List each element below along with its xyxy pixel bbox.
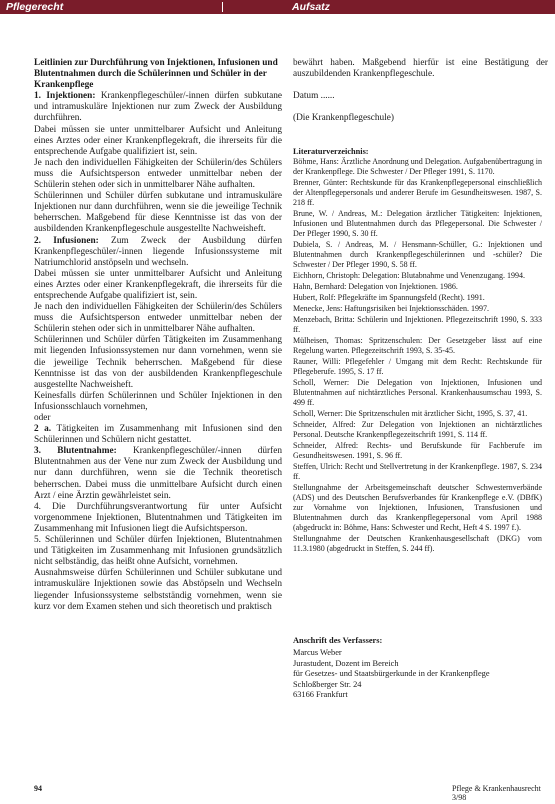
- reference-item: Stellungnahme der Deutschen Krankenhausgesellschaft (DKG) vom 11.3.1980 (abgedruckt in Steffen, S. 244 ff).: [293, 534, 542, 554]
- reference-item: Menecke, Jens: Haftungsrisiken bei Injektionsschäden. 1997.: [293, 304, 489, 314]
- references-heading: Literaturverzeichnis:: [293, 147, 369, 157]
- address-heading: Anschrift des Verfassers:: [293, 636, 383, 645]
- reference-item: Rauner, Willi: Pflegefehler / Umgang mit dem Recht: Rechtskunde für Pflegeberufe. 1995, S. 17 ff.: [293, 357, 542, 377]
- reference-item: Steffen, Ulrich: Recht und Stellvertretung in der Krankenpflege. 1987, S. 234 ff.: [293, 462, 542, 482]
- date-line: Datum ......: [293, 91, 335, 102]
- infusions-text: Zum Zweck der Ausbildung dürfen Krankenpflegeschüler/-innen liegende Infusionssysteme mit Natriumchlorid anstöpseln und wechseln.: [34, 235, 283, 268]
- right-column: [293, 58, 548, 555]
- paragraph-abilities-2: Je nach den individuellen Fähigkeiten der Schülerin/des Schülers muss die Aufsichtsperson entweder unmittelbar neben der Schülerin stehen oder sich in unmittelbarer Nähe aufhalten.: [34, 302, 282, 335]
- address-line: 63166 Frankfurt: [293, 690, 348, 700]
- left-column: [34, 58, 282, 613]
- reference-item: Brenner, Günter: Rechtskunde für das Krankenpflegepersonal einschließlich der Altenpflegepersonals und anderer Berufe im Gesundheitswesen. 1987, S. 218 ff.: [293, 178, 542, 208]
- reference-item: Schneider, Alfred: Rechts- und Berufskunde für Fachberufe im Gesundheitswesen. 1991, S. 96 ff.: [293, 441, 542, 461]
- reference-item: Stellungnahme der Arbeitsgemeinschaft deutscher Schwesternverbände (ADS) und des Deutschen Berufsverbandes für Krankenpflege e.V. (DBfK) zur Vornahme von Injektionen, Infusionen, Transfusionen und Blutentnahmen durch das Krankenpflegepersonal vom April 1988 (abgedruckt in: Böhme, Hans: Schwester und Recht, Heft 4 S. 1997 f.).: [293, 483, 542, 533]
- paragraph-2a: [34, 424, 282, 446]
- paragraph-no-independent: 5. Schülerinnen und Schüler dürfen Injektionen, Blutentnahmen und Tätigkeiten im Zusammenhang mit Infusionen grundsätzlich nicht selbständig, das heißt ohne Aufsicht, vornehmen.: [34, 535, 282, 568]
- infusions-lead: 2. Infusionen:: [34, 235, 99, 246]
- reference-item: Hahn, Bernhard: Delegation von Injektionen. 1986.: [293, 282, 458, 292]
- reference-item: Schneider, Alfred: Zur Delegation von Injektionen an nichtärztliches Personal. Deutsche Krankenpflegezeitschrift 1991, S. 114 ff.: [293, 420, 542, 440]
- page-header: [0, 0, 555, 14]
- reference-item: Böhme, Hans: Ärztliche Anordnung und Delegation. Aufgabenübertragung in der Krankenpflege. Die Schwester / Der Pfleger 1991, S. 1170.: [293, 157, 542, 177]
- address-line: Schloßberger Str. 24: [293, 679, 362, 689]
- paragraph-oder: oder: [34, 413, 51, 423]
- guidelines-title: Leitlinien zur Durchführung von Injektionen, Infusionen und Blutentnahmen durch die Schülerinnen und Schüler in der Krankenpflege: [34, 58, 278, 91]
- paragraph-supervision-2: Dabei müssen sie unter unmittelbarer Aufsicht und Anleitung eines Arztes oder einer Krankenpflegekraft, die ihrerseits für die entsprechende Aufgabe qualifiziert ist, sein.: [34, 268, 282, 301]
- address-line: Marcus Weber: [293, 648, 342, 658]
- author-address: [293, 636, 548, 700]
- point-2a-text: Tätigkeiten im Zusammenhang mit Infusionen sind den Schülerinnen und Schülern nicht gestattet.: [34, 424, 282, 446]
- point-2a-lead: 2 a.: [34, 424, 52, 435]
- paragraph-continuation: bewährt haben. Maßgebend hierfür ist eine Bestätigung der auszubildenden Krankenpflegeschule.: [293, 58, 548, 80]
- reference-item: Dubiela, S. / Andreas, M. / Hensmann-Schüller, G.: Injektionen und Blutentnahmen durch Krankenpflegeschülerinnen und -schüler? Die Schwester / Der Pfleger 1990, S. 58 ff.: [293, 240, 542, 270]
- injections-text: Krankenpflegeschüler/-innen dürfen subkutane und intramuskuläre Injektionen nur zum Zweck der Ausbildung durchführen.: [34, 91, 282, 124]
- references-list: [293, 157, 542, 554]
- reference-item: Scholl, Werner: Die Delegation von Injektionen, Infusionen und Blutentnahmen auf nichtärztliches Personal. Krankenhausumschau 1993, S. 499 ff.: [293, 378, 542, 408]
- paragraph-exception: Ausnahmsweise dürfen Schülerinnen und Schüler subkutane und intramuskuläre Injektionen sowie das Abstöpseln und Wechseln liegender Infusionssysteme selbstständig vornehmen, wenn sie kurz vor dem Examen stehen und sich theoretisch und praktisch: [34, 568, 282, 612]
- journal-citation: Pflege & Krankenhausrecht 3/98: [452, 784, 541, 802]
- paragraph-injections: [34, 91, 282, 124]
- injections-lead: 1. Injektionen:: [34, 91, 96, 102]
- paragraph-supervision-1: Dabei müssen sie unter unmittelbarer Aufsicht und Anleitung eines Arztes oder einer Krankenpflegekraft, die ihrerseits für die entsprechende Aufgabe qualifiziert ist, sein.: [34, 124, 282, 157]
- address-line: Jurastudent, Dozent im Bereich: [293, 658, 399, 668]
- paragraph-technique-2: Schülerinnen und Schüler dürfen Tätigkeiten im Zusammenhang mit liegenden Infusionssystemen nur dann vornehmen, wenn sie die jeweilige Technik beherrschen. Maßgebend für diese Kenntnisse ist das von der ausbildenden Krankenpflegeschule ausgestellte Nachweisheft.: [34, 335, 282, 390]
- header-divider: [222, 2, 223, 12]
- reference-item: Menzebach, Britta: Schülerin und Injektionen. Pflegezeitschrift 1990, S. 333 ff.: [293, 315, 542, 335]
- signature-line: (Die Krankenpflegeschule): [293, 113, 394, 124]
- section-label-pflegerecht: Pflegerecht: [6, 1, 64, 13]
- paragraph-technique-1: Schülerinnen und Schüler dürfen subkutane und intramuskuläre Injektionen nur dann durchführen, wenn sie die jeweilige Technik beherrschen. Maßgebend für diese Kenntnisse ist das von der ausbildenden Krankenpflegeschule ausgestellte Nachweisheft.: [34, 191, 282, 235]
- reference-item: Eichhorn, Christoph: Delegation: Blutabnahme und Venenzugang. 1994.: [293, 271, 526, 281]
- paragraph-abilities-1: Je nach den individuellen Fähigkeiten der Schülerin/des Schülers muss die Aufsichtsperson entweder unmittelbar neben der Schülerin stehen oder sich in unmittelbarer Nähe aufhalten.: [34, 157, 282, 191]
- page-number: 94: [34, 784, 42, 793]
- reference-item: Hubert, Rolf: Pflegekräfte im Spannungsfeld (Recht). 1991.: [293, 293, 485, 303]
- paragraph-blood-sampling: [34, 446, 282, 501]
- address-line: für Gesetzes- und Staatsbürgerkunde in der Krankenpflege: [293, 669, 490, 679]
- reference-item: Scholl, Werner: Die Spritzenschulen mit ärztlicher Sicht, 1995, S. 37, 41.: [293, 409, 528, 419]
- reference-item: Brune, W. / Andreas, M.: Delegation ärztlicher Tätigkeiten: Injektionen, Infusionen und Blutentnahmen durch das Pflegepersonal. Die Schwester / Der Pfleger 1990, S. 30 ff.: [293, 209, 542, 239]
- section-label-aufsatz: Aufsatz: [292, 1, 330, 13]
- reference-item: Mülheisen, Thomas: Spritzenschulen: Der Gesetzgeber lässt auf eine Regelung warten. Pflegezeitschrift 1993, S. 35-45.: [293, 336, 542, 356]
- paragraph-responsibility: 4. Die Durchführungsverantwortung für unter Aufsicht vorgenommene Injektionen, Blutentnahmen und Tätigkeiten im Zusammenhang mit Infusionen liegt die Aufsichtsperson.: [34, 501, 282, 534]
- blood-sampling-text: Krankenpflegeschüler/-innen dürfen Blutentnahmen aus der Vene nur zum Zweck der Ausbildung und nur dann durchführen, wenn sie die Technik theoretisch beherrschen. Dabei muss die unmittelbare Aufsicht durch einen Arzt / eine Ärztin gewährleistet sein.: [34, 446, 282, 501]
- paragraph-infusions: [34, 236, 282, 269]
- paragraph-no-injection-tube: Keinesfalls dürfen Schülerinnen und Schüler Injektionen in den Infusionsschlauch vornehmen,: [34, 390, 282, 412]
- blood-sampling-lead: 3. Blutentnahme:: [34, 446, 117, 457]
